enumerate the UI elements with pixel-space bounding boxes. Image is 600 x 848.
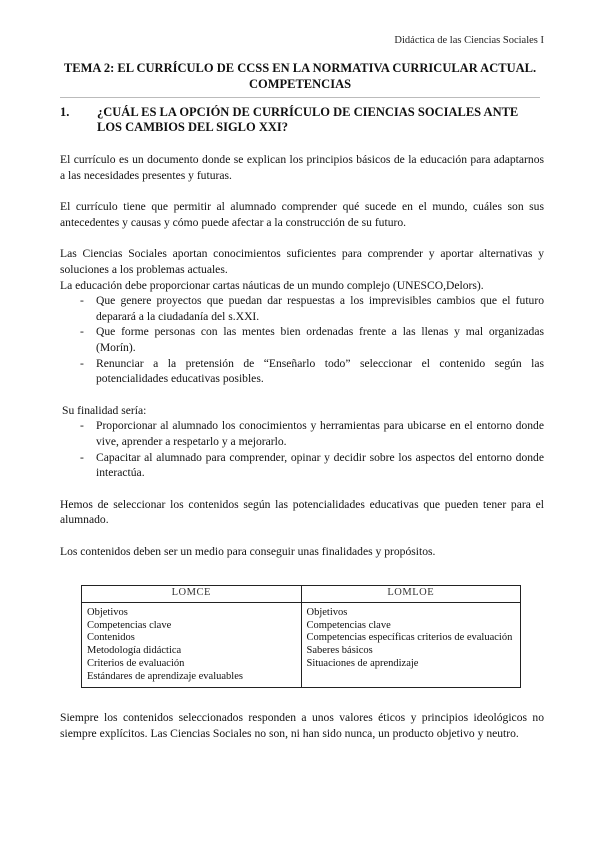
list-item: - Que genere proyectos que puedan dar respuestas a los imprevisibles cambios que el futuro deparará a la ciudadanía del s.XXI. [60, 293, 544, 324]
paragraph-1: El currículo es un documento donde se explican los principios básicos de la educación para adaptarnos a las necesidades presentes y futuras. [60, 153, 544, 182]
table-cell-item: Objetivos [306, 606, 348, 618]
paragraph-5: Su finalidad sería: [62, 403, 147, 417]
bullet-list-1 [60, 293, 544, 387]
section-heading-text: ¿CUÁL ES LA OPCIÓN DE CURRÍCULO DE CIENCIAS SOCIALES ANTE LOS CAMBIOS DEL SIGLO XXI? [97, 105, 519, 134]
lomloe-cell [301, 602, 521, 687]
table-cell-item: Competencias clave [87, 619, 172, 631]
paragraph-2: El currículo tiene que permitir al alumnado comprender qué sucede en el mundo, cuáles son sus antecedentes y causas y cómo puede afectar a la construcción de su futuro. [60, 200, 544, 229]
paragraph-3: Las Ciencias Sociales aportan conocimientos suficientes para comprender y aportar alternativas y soluciones a los problemas actuales. [60, 247, 544, 276]
list-item: - Que forme personas con las mentes bien ordenadas frente a las llenas y mal organizadas (Morín). [60, 324, 544, 355]
paragraph-4: La educación debe proporcionar cartas náuticas de un mundo complejo (UNESCO,Delors). [60, 278, 484, 292]
closing-text [60, 710, 544, 741]
title-line-2: COMPETENCIAS [248, 77, 352, 91]
section-heading [60, 105, 544, 135]
title-line-1: TEMA 2: EL CURRÍCULO DE CCSS EN LA NORMATIVA CURRICULAR ACTUAL. [63, 61, 537, 75]
paragraph-6: Hemos de seleccionar los contenidos según las potencialidades educativas que pueden tener para el alumnado. [60, 497, 544, 527]
title-divider [60, 97, 540, 98]
document-title [60, 60, 540, 92]
list-item: - Proporcionar al alumnado los conocimientos y herramientas para ubicarse en el entorno donde vive, aprender a respetarlo y a mejorarlo. [60, 418, 544, 449]
table-cell-item: Competencias clave [306, 619, 391, 631]
bullet-list-2 [60, 418, 544, 480]
running-header: Didáctica de las Ciencias Sociales I [394, 35, 544, 46]
table-header-lomloe: LOMLOE [301, 586, 521, 603]
table-cell-item: Metodología didáctica [87, 645, 182, 657]
table-cell-item: Objetivos [87, 606, 128, 618]
section-number: 1. [60, 105, 70, 119]
list-item: - Capacitar al alumnado para comprender, opinar y decidir sobre los aspectos del entorno donde interactúa. [60, 450, 544, 481]
table-cell-item: Estándares de aprendizaje evaluables [87, 670, 243, 682]
table-cell-item: Situaciones de aprendizaje [306, 657, 419, 669]
paragraph-7: Los contenidos deben ser un medio para conseguir unas finalidades y propósitos. [60, 544, 436, 558]
list-item: - Renunciar a la pretensión de “Enseñarlo todo” seleccionar el contenido según las potencialidades educativas posibles. [60, 356, 544, 387]
table-header-lomce: LOMCE [82, 586, 302, 603]
table-cell-item: Contenidos [87, 632, 135, 644]
table-cell-item: Competencias específicas criterios de evaluación [306, 632, 513, 644]
lomce-cell [82, 602, 302, 687]
table-cell-item: Saberes básicos [306, 645, 373, 657]
table-cell-item: Criterios de evaluación [87, 657, 185, 669]
body-text [60, 152, 544, 559]
paragraph-8: Siempre los contenidos seleccionados responden a unos valores éticos y principios ideológicos no siempre explícitos. Las Ciencias Sociales no son, ni han sido nunca, un producto objetivo y neutro. [60, 711, 544, 740]
comparison-table [81, 585, 521, 688]
